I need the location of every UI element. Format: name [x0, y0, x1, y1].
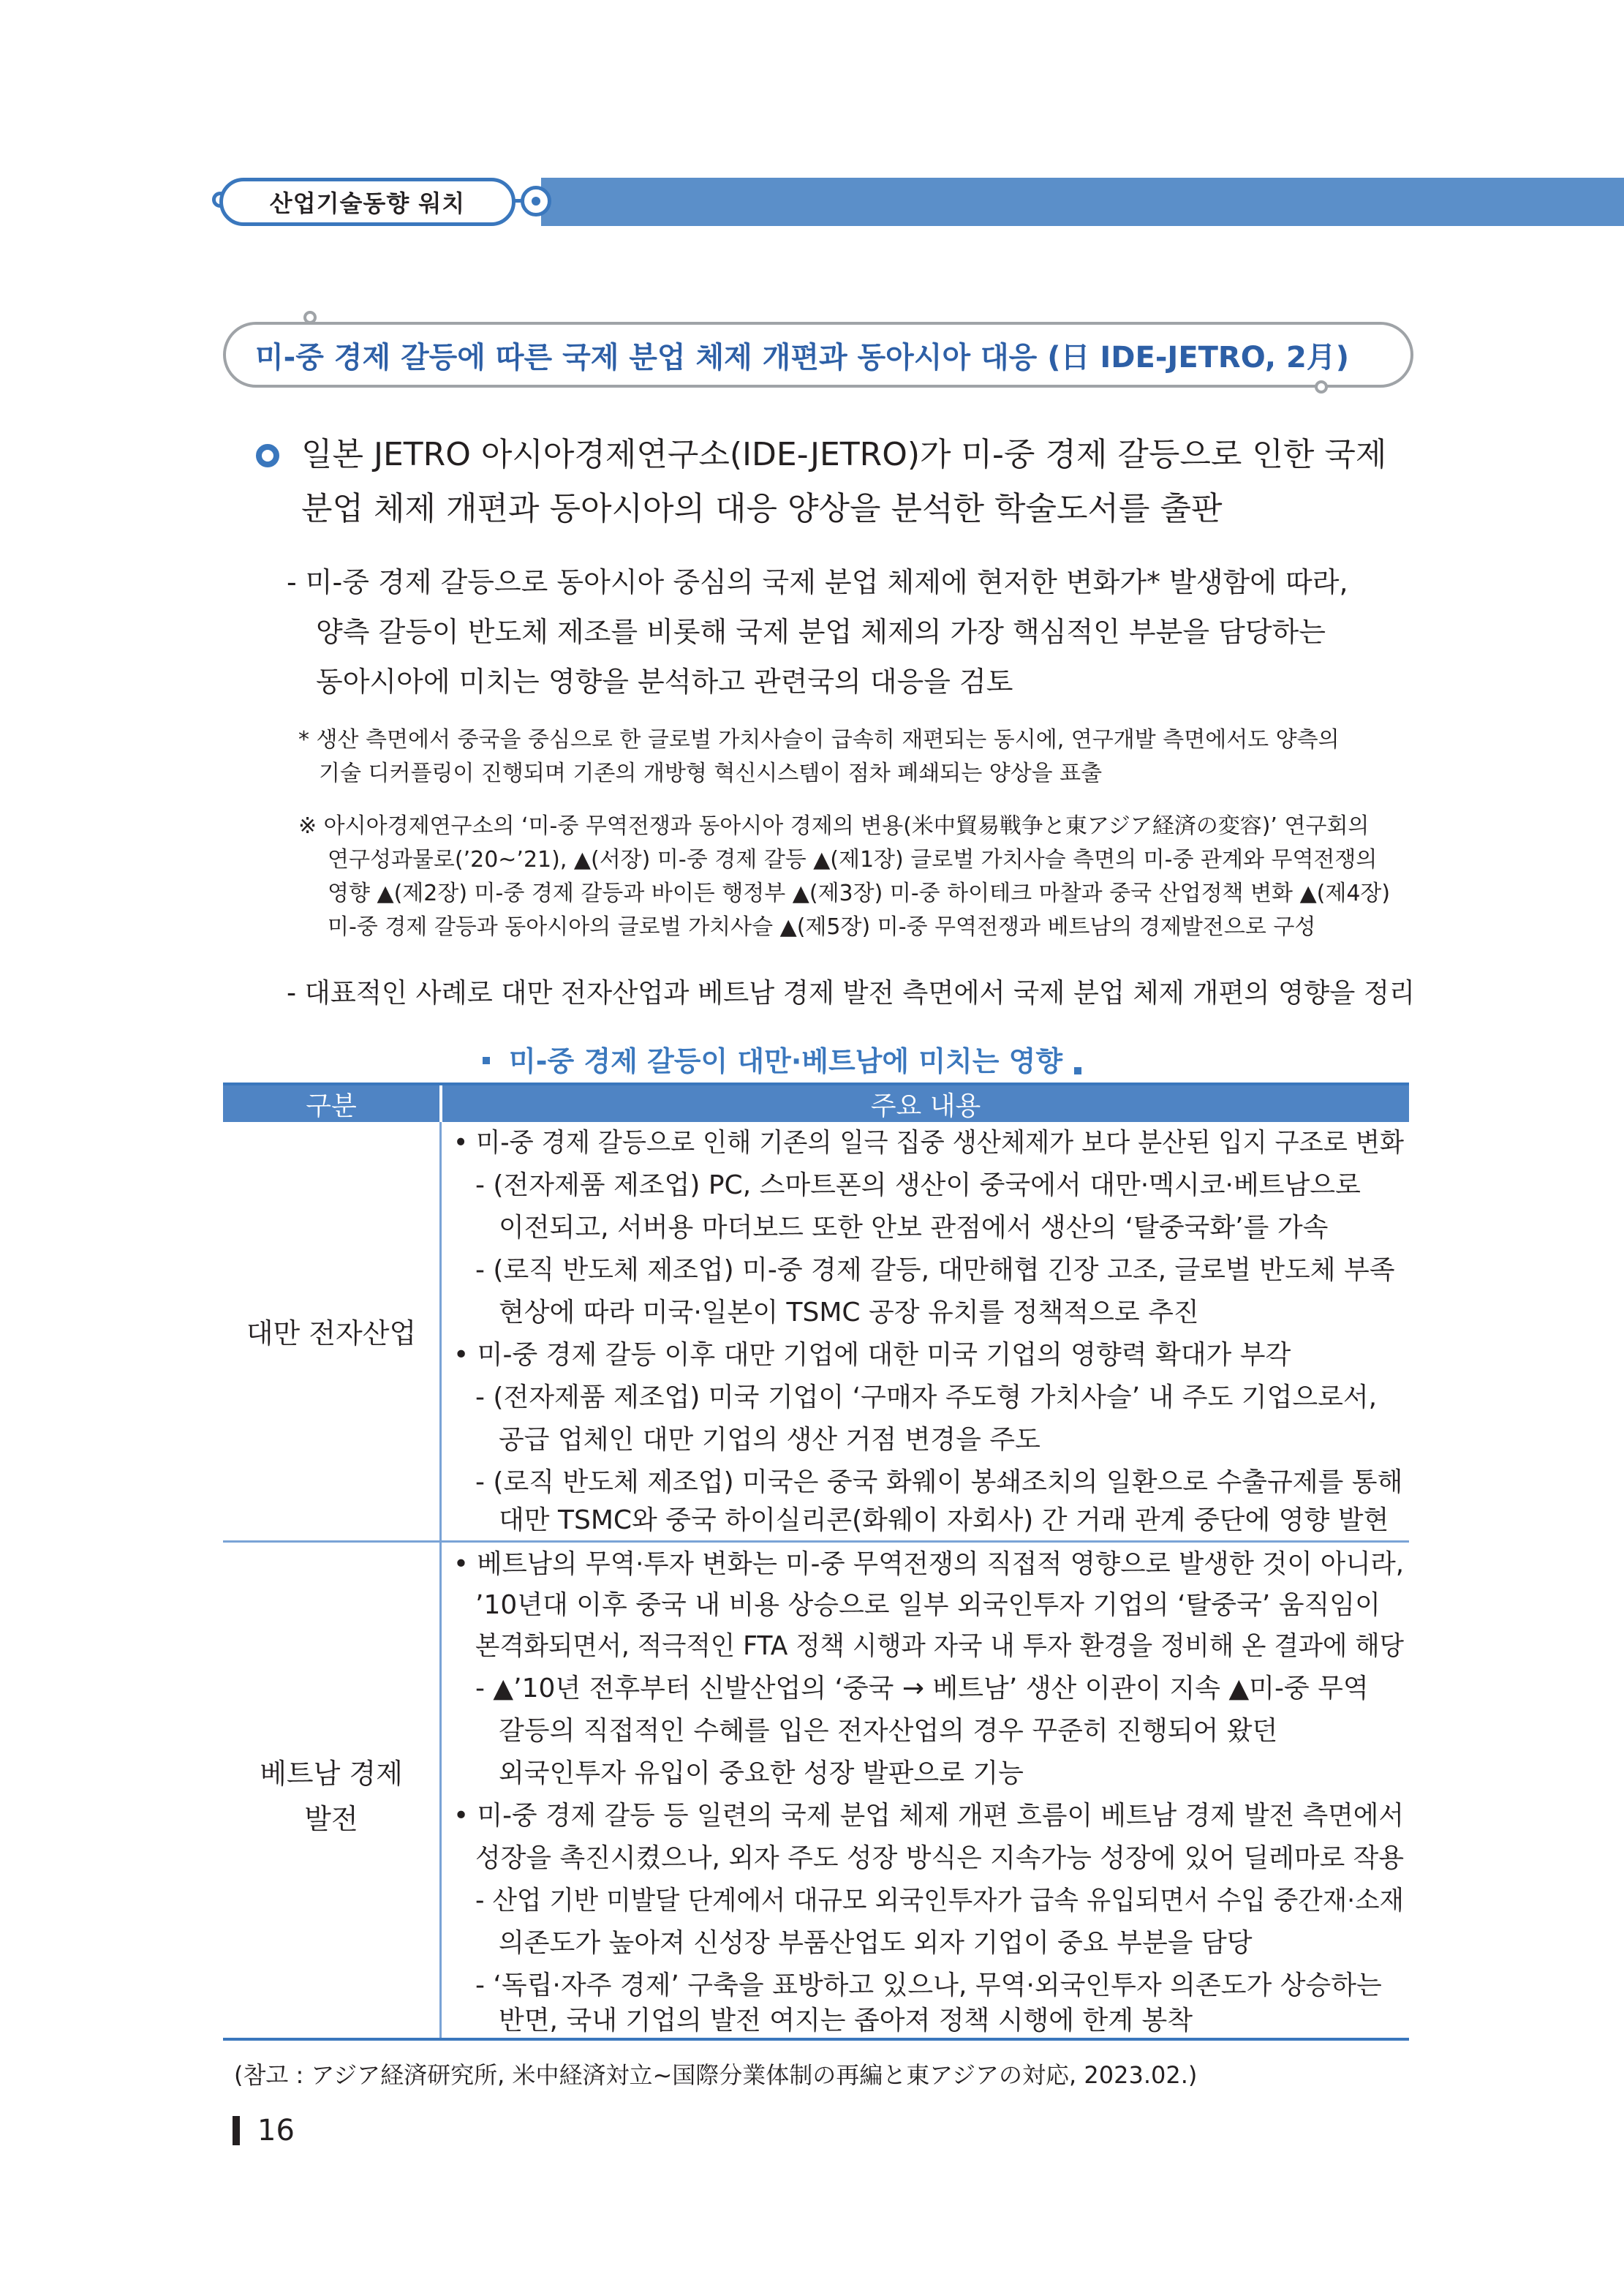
table-cell-line: 의존도가 높아져 신성장 부품산업도 외자 기업이 중요 부분을 담당 [499, 1928, 1253, 1958]
table-cell-line: 반면, 국내 기업의 발전 여지는 좁아져 정책 시행에 한계 봉착 [499, 2006, 1193, 2036]
section-title-box [223, 322, 1413, 388]
table-header-content: 주요 내용 [442, 1085, 1409, 1122]
reference-note-line: 미-중 경제 갈등과 동아시아의 글로벌 가치사슬 ▲(제5장) 미-중 무역전쟁과 베트남의 경제발전으로 구성 [328, 914, 1316, 940]
header-label: 산업기술동향 워치 [269, 189, 466, 217]
title-knob-top-icon [303, 311, 317, 324]
table-header-category: 구분 [223, 1085, 439, 1122]
table-cell-line: 성장을 촉진시켰으나, 외자 주도 성장 방식은 지속가능 성장에 있어 딜레마로 작용 [475, 1843, 1405, 1873]
lead-line: 일본 JETRO 아시아경제연구소(IDE-JETRO)가 미-중 경제 갈등으로 인한 국제 [301, 436, 1387, 473]
caption-square-icon [1074, 1067, 1081, 1074]
dash-line: 양측 갈등이 반도체 제조를 비롯해 국제 분업 체제의 가장 핵심적인 부분을 담당하는 [316, 616, 1326, 648]
caption-square-icon [483, 1057, 490, 1064]
table-row-category: 발전 [304, 1803, 358, 1835]
header-right-knob-icon [521, 186, 551, 217]
dash-line: 동아시아에 미치는 영향을 분석하고 관련국의 대응을 검토 [316, 666, 1013, 698]
header-bar [541, 178, 1624, 226]
table-cell-line: • 미-중 경제 갈등 이후 대만 기업에 대한 미국 기업의 영향력 확대가 부각 [453, 1340, 1291, 1370]
table-cell-line: 외국인투자 유입이 중요한 성장 발판으로 기능 [499, 1758, 1024, 1788]
table-row-category: 베트남 경제 [260, 1758, 403, 1790]
section-title: 미-중 경제 갈등에 따른 국제 분업 체제 개편과 동아시아 대응 (日 IDE-JETRO, 2月) [255, 340, 1350, 374]
table-cell-line: - (전자제품 제조업) PC, 스마트폰의 생산이 중국에서 대만·멕시코·베트남으로 [475, 1170, 1361, 1200]
table-cell-line: 공급 업체인 대만 기업의 생산 거점 변경을 주도 [499, 1425, 1041, 1455]
table-cell-line: 갈등의 직접적인 수혜를 입은 전자산업의 경우 꾸준히 진행되어 왔던 [499, 1716, 1278, 1746]
header-label-pill [219, 178, 515, 226]
page-number-marker [233, 2116, 240, 2145]
title-knob-bottom-icon [1315, 380, 1328, 394]
circle-bullet-icon [256, 444, 279, 467]
table-caption [483, 1039, 1081, 1079]
table-column-divider [439, 1122, 442, 2039]
dash-line: - 대표적인 사례로 대만 전자산업과 베트남 경제 발전 측면에서 국제 분업 체제 개편의 영향을 정리 [287, 977, 1416, 1009]
table-cell-line: - 산업 기반 미발달 단계에서 대규모 외국인투자가 급속 유입되면서 수입 중간재·소재 [475, 1886, 1405, 1916]
reference-note-line: 연구성과물로(’20~’21), ▲(서장) 미-중 경제 갈등 ▲(제1장) 글로벌 가치사슬 측면의 미-중 관계와 무역전쟁의 [328, 847, 1378, 873]
page-number: 16 [257, 2114, 295, 2147]
table-cell-line: ’10년대 이후 중국 내 비용 상승으로 일부 외국인투자 기업의 ‘탈중국’ 움직임이 [475, 1590, 1381, 1620]
table-row-category: 대만 전자산업 [246, 1317, 417, 1349]
table-cell-line: 대만 TSMC와 중국 하이실리콘(화웨이 자회사) 간 거래 관계 중단에 영향 발현 [499, 1505, 1389, 1535]
reference-note-line: 영향 ▲(제2장) 미-중 경제 갈등과 바이든 행정부 ▲(제3장) 미-중 하이테크 마찰과 중국 산업정책 변화 ▲(제4장) [328, 881, 1391, 906]
table-caption-text: 미-중 경제 갈등이 대만·베트남에 미치는 영향 [509, 1045, 1063, 1077]
table-cell-line: - (로직 반도체 제조업) 미-중 경제 갈등, 대만해협 긴장 고조, 글로벌 반도체 부족 [475, 1255, 1395, 1285]
table-cell-line: - (전자제품 제조업) 미국 기업이 ‘구매자 주도형 가치사슬’ 내 주도 기업으로서, [475, 1382, 1378, 1412]
table-cell-line: 현상에 따라 미국·일본이 TSMC 공장 유치를 정책적으로 추진 [499, 1298, 1199, 1328]
reference-note-line: ※ 아시아경제연구소의 ‘미-중 무역전쟁과 동아시아 경제의 변용(米中貿易戦争と東アジア経済の変容)’ 연구회의 [298, 813, 1370, 839]
lead-line: 분업 체제 개편과 동아시아의 대응 양상을 분석한 학술도서를 출판 [301, 490, 1223, 527]
table-cell-line: 이전되고, 서버용 마더보드 또한 안보 관점에서 생산의 ‘탈중국화’를 가속 [499, 1213, 1329, 1243]
source-citation: (참고 : アジア経済研究所, 米中経済対立~国際分業体制の再編と東アジアの対応, 2023.02.) [234, 2061, 1198, 2089]
table-cell-line: • 미-중 경제 갈등 등 일련의 국제 분업 체제 개편 흐름이 베트남 경제 발전 측면에서 [453, 1801, 1404, 1831]
dash-line: - 미-중 경제 갈등으로 동아시아 중심의 국제 분업 체제에 현저한 변화가* 발생함에 따라, [287, 566, 1348, 598]
footnote-line: * 생산 측면에서 중국을 중심으로 한 글로벌 가치사슬이 급속히 재편되는 동시에, 연구개발 측면에서도 양측의 [298, 727, 1340, 753]
table-cell-line: - ‘독립·자주 경제’ 구축을 표방하고 있으나, 무역·외국인투자 의존도가 상승하는 [475, 1970, 1382, 2000]
table-cell-line: • 미-중 경제 갈등으로 인해 기존의 일극 집중 생산체제가 보다 분산된 입지 구조로 변화 [453, 1128, 1404, 1158]
table-cell-line: 본격화되면서, 적극적인 FTA 정책 시행과 자국 내 투자 환경을 정비해 온 결과에 해당 [475, 1631, 1404, 1661]
table-cell-line: - (로직 반도체 제조업) 미국은 중국 화웨이 봉쇄조치의 일환으로 수출규제를 통해 [475, 1467, 1403, 1497]
table-cell-line: - ▲’10년 전후부터 신발산업의 ‘중국 → 베트남’ 생산 이관이 지속 ▲미-중 무역 [475, 1674, 1369, 1703]
table-cell-line: • 베트남의 무역·투자 변화는 미-중 무역전쟁의 직접적 영향으로 발생한 것이 아니라, [453, 1549, 1405, 1579]
footnote-line: 기술 디커플링이 진행되며 기존의 개방형 혁신시스템이 점차 폐쇄되는 양상을 표출 [319, 761, 1103, 786]
